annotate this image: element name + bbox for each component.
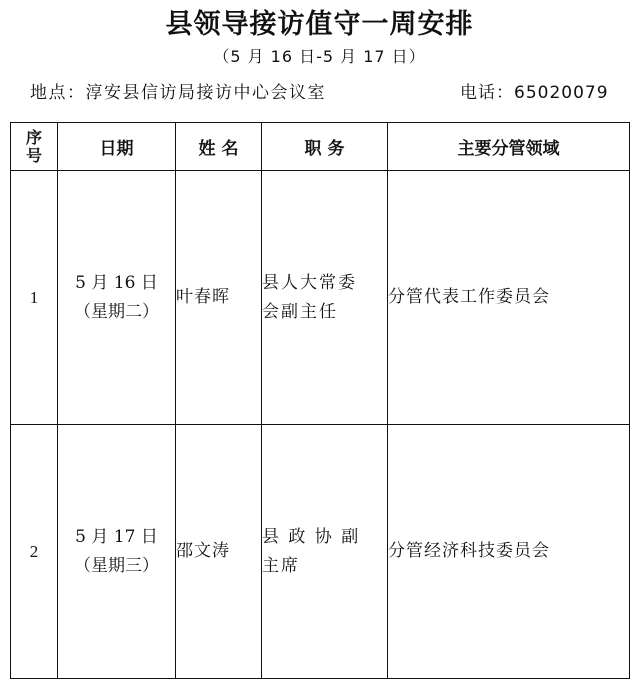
- row-weekday: （星期三）: [74, 555, 159, 576]
- table-row: [11, 425, 630, 679]
- row-date-cell: [58, 171, 176, 425]
- row-date: 5 月 17 日: [75, 526, 158, 547]
- row-position-line1: 县 政 协 副: [262, 526, 361, 547]
- row-weekday: （星期二）: [74, 301, 159, 322]
- row-position-line2: 主席: [262, 555, 300, 576]
- header-serial-number: [11, 123, 58, 171]
- date-range-subtitle: （5 月 16 日-5 月 17 日）: [213, 47, 426, 66]
- table-row: [11, 171, 630, 425]
- header-serial-line2: 号: [25, 145, 42, 165]
- header-name: 姓 名: [176, 123, 262, 171]
- row-date: 5 月 16 日: [75, 272, 158, 293]
- document-title: 县领导接访值守一周安排: [165, 9, 474, 40]
- row-serial-number: 2: [11, 425, 58, 679]
- phone-text: 电话：65020079: [460, 83, 609, 103]
- row-serial-number: 1: [11, 171, 58, 425]
- header-position: 职 务: [262, 123, 388, 171]
- row-leader-name: 叶春晖: [176, 171, 262, 425]
- row-position-line1: 县人大常委: [262, 272, 357, 293]
- row-position-line2: 会副主任: [262, 301, 338, 322]
- schedule-table: [10, 122, 630, 679]
- header-area: 主要分管领域: [388, 123, 630, 171]
- header-date: 日期: [58, 123, 176, 171]
- row-position-cell: [262, 425, 388, 679]
- row-responsibility: 分管代表工作委员会: [388, 171, 630, 425]
- row-date-cell: [58, 425, 176, 679]
- row-leader-name: 邵文涛: [176, 425, 262, 679]
- table-header-row: [11, 123, 630, 171]
- row-position-cell: [262, 171, 388, 425]
- header-serial-line1: 序: [25, 127, 42, 147]
- row-responsibility: 分管经济科技委员会: [388, 425, 630, 679]
- location-text: 地点：淳安县信访局接访中心会议室: [30, 83, 326, 103]
